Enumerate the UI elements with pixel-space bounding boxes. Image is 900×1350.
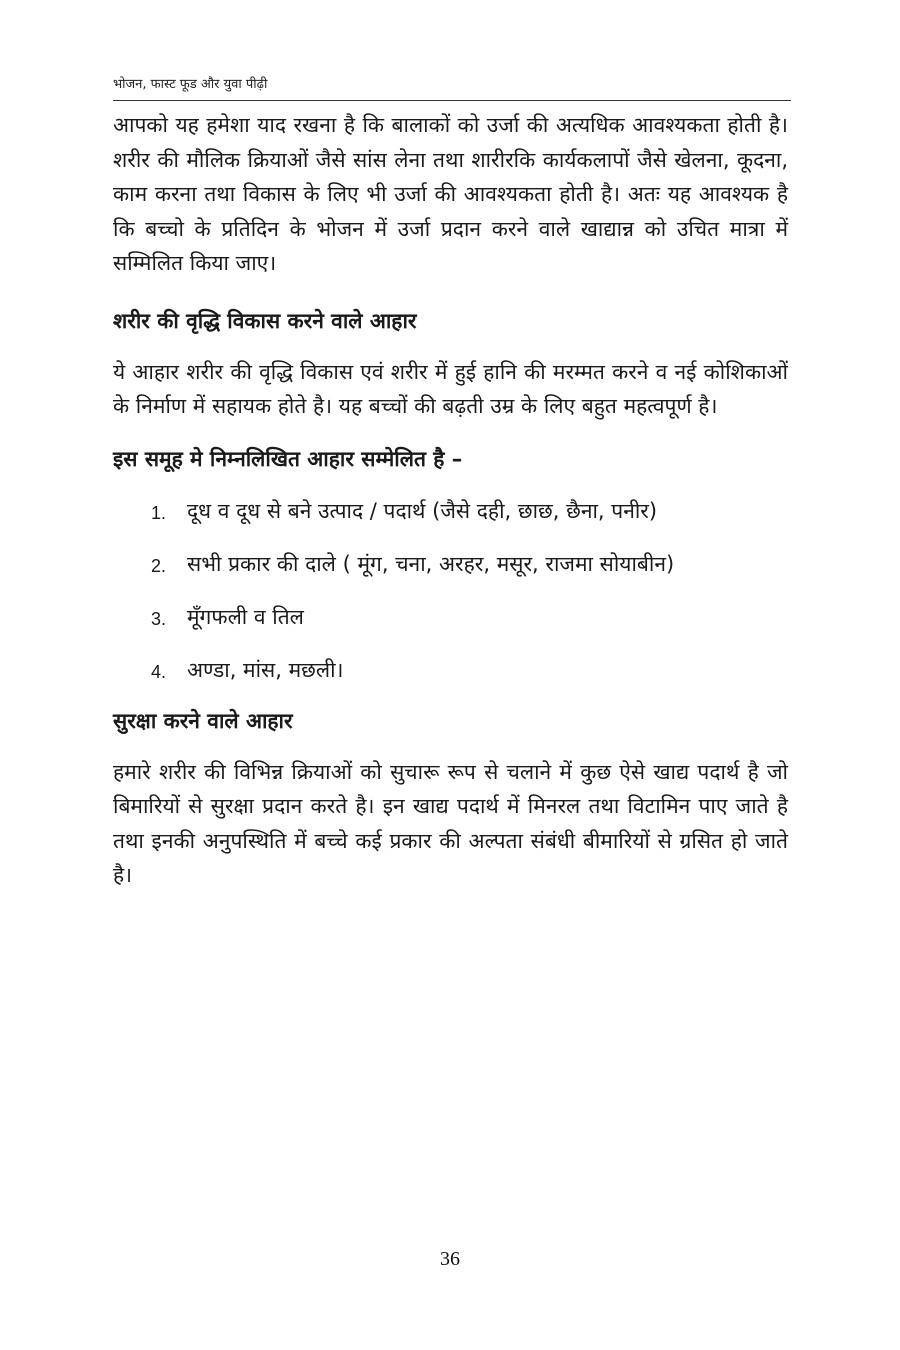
protective-foods-paragraph: हमारे शरीर की विभिन्न क्रियाओं को सुचारू रूप से चलाने में कुछ ऐसे खाद्य पदार्थ है जो बिमारियों से सुरक्षा प्रदान करते है। इन खाद्य पदार्थ में मिनरल तथा विटामिन पाए जाते है तथा इनकी अनुपस्थिति में बच्चे कई प्रकार की अल्पता संबंधी बीमारियों से ग्रसित हो जाते है। — [113, 759, 788, 887]
page-number: 36 — [440, 1248, 460, 1270]
list-item-text: मूँगफली व तिल — [187, 604, 304, 629]
protective-foods-heading: सुरक्षा करने वाले आहार — [113, 708, 293, 733]
growth-foods-heading: शरीर की वृद्धि विकास करने वाले आहार — [113, 308, 417, 333]
list-item — [113, 600, 788, 636]
list-item-text: सभी प्रकार की दाले ( मूंग, चना, अरहर, मसूर, राजमा सोयाबीन) — [187, 551, 675, 576]
list-item — [113, 653, 788, 689]
list-item-text: अण्डा, मांस, मछली। — [187, 657, 344, 682]
list-item-number: 3. — [151, 608, 167, 629]
intro-paragraph: आपको यह हमेशा याद रखना है कि बालाकों को उर्जा की अत्यधिक आवश्यकता होती है। शरीर की मौलिक क्रियाओं जैसे सांस लेना तथा शारीरकि कार्यकलापों जैसे खेलना, कूदना, काम करना तथा विकास के लिए भी उर्जा की आवश्यकता होती है। अतः यह आवश्यक है कि बच्चो के प्रतिदिन के भोजन में उर्जा प्रदान करने वाले खाद्यान्न को उचित मात्रा में सम्मिलित किया जाए। — [113, 113, 788, 275]
list-item-text: दूध व दूध से बने उत्पाद / पदार्थ (जैसे दही, छाछ, छैना, पनीर) — [187, 498, 658, 523]
list-item — [113, 494, 788, 530]
list-item — [113, 547, 788, 583]
header-rule — [113, 100, 791, 101]
running-header: भोजन, फास्ट फूड और युवा पीढ़ी — [113, 77, 268, 92]
growth-foods-paragraph: ये आहार शरीर की वृद्धि विकास एवं शरीर में हुई हानि की मरम्मत करने व नई कोशिकाओं के निर्माण में सहायक होते है। यह बच्चों की बढ़ती उम्र के लिए बहुत महत्वपूर्ण है। — [113, 359, 788, 418]
list-item-number: 4. — [151, 661, 167, 682]
food-group-heading: इस समूह मे निम्नलिखित आहार सम्मेलित है – — [113, 446, 463, 471]
page-content — [113, 108, 788, 893]
list-item-number: 2. — [151, 555, 167, 576]
food-group-list — [113, 494, 788, 689]
list-item-number: 1. — [151, 502, 167, 523]
